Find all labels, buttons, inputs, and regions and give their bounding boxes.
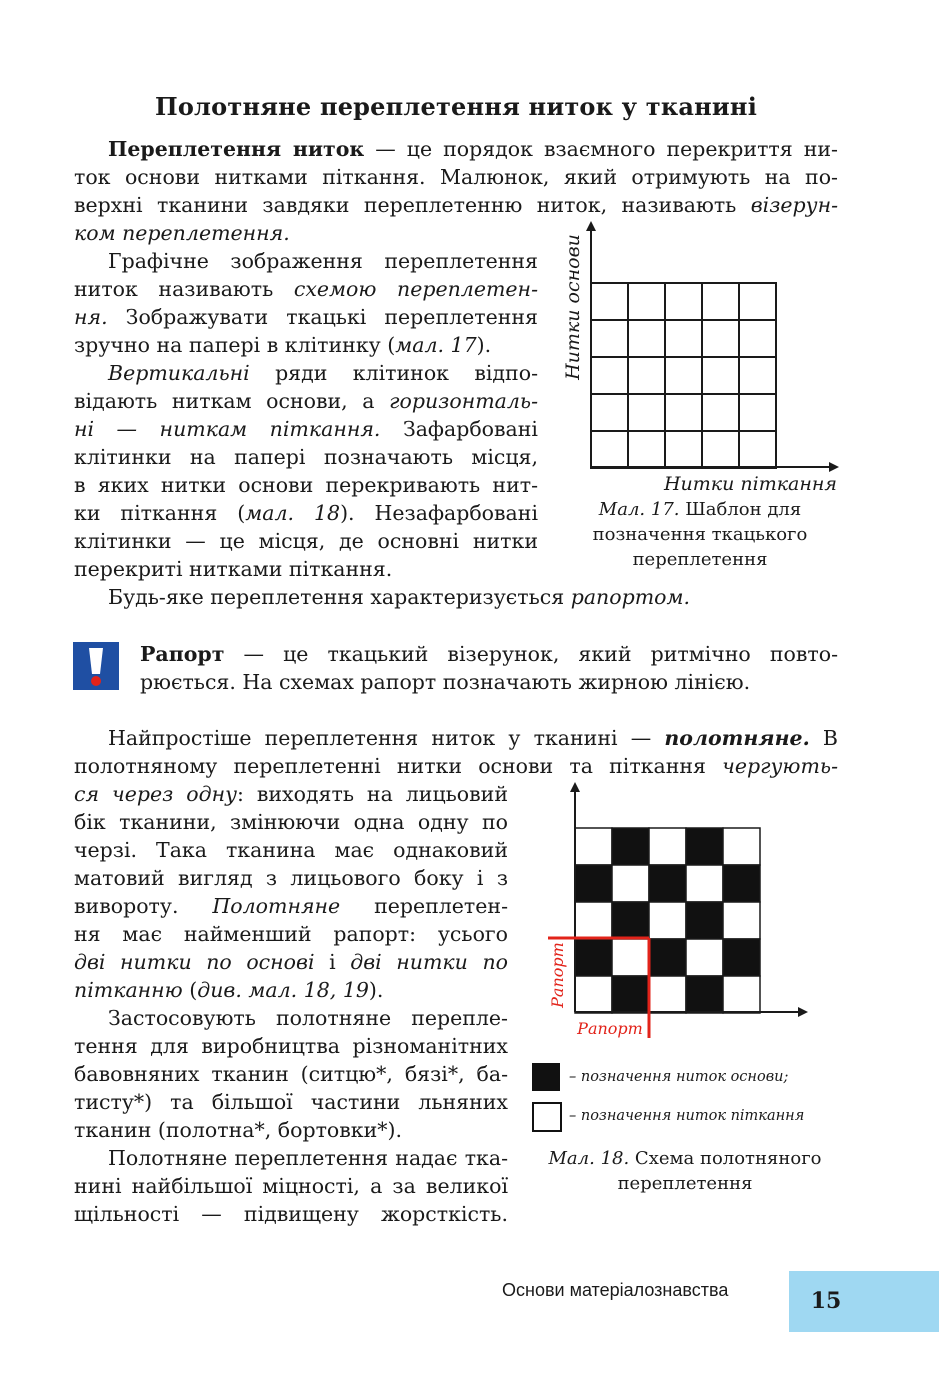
note-line2: рюється. На схемах рапорт позначають жирною лінією. [140, 670, 751, 694]
para4-line1: Найпростіше переплетення ниток у тканині — полотняне. В [108, 726, 838, 750]
para3-line2: відають ниткам основи, а горизонталь- [74, 389, 538, 413]
weft-cell [649, 828, 686, 865]
para3-line6: ки піткання (мал. 18). Незафарбовані [74, 501, 538, 525]
warp-cell [649, 939, 686, 976]
weft-cell [686, 939, 723, 976]
grid-cell [665, 320, 702, 357]
grid-cell [702, 394, 739, 431]
figure-17-grid [555, 215, 855, 500]
legend-white-swatch [532, 1102, 562, 1132]
grid-cell [628, 283, 665, 320]
warp-cell [723, 865, 760, 902]
weft-cell [649, 976, 686, 1013]
para3-line1: Вертикальні ряди клітинок відпо- [108, 361, 538, 385]
warp-cell [575, 939, 612, 976]
para1-line1: Переплетення ниток — це порядок взаємного перекриття ни- [108, 137, 838, 161]
fig17-caption-line1: Мал. 17. Шаблон для [598, 499, 802, 520]
warp-cell [612, 902, 649, 939]
grid-cell [591, 357, 628, 394]
para4-line4: бік тканини, змінюючи одна одну по [74, 810, 508, 834]
rapport-horizontal-label: Рапорт [577, 1019, 643, 1038]
fig17-caption-line2: позначення ткацького [592, 524, 808, 545]
grid-cell [702, 283, 739, 320]
fig17-caption-line3: переплетення [632, 549, 768, 570]
grid-cell [591, 320, 628, 357]
para3-line5: в яких нитки основи перекривають нит- [74, 473, 538, 497]
figure-18-plain-weave [540, 780, 830, 1045]
para4-line9: дві нитки по основі і дві нитки по [74, 950, 509, 974]
para3-line4: клітинки на папері позначають місця, [74, 445, 538, 469]
page-title: Полотняне переплетення ниток у тканині [154, 92, 758, 121]
warp-cell [649, 865, 686, 902]
para3-line7: клітинки — це місця, де основні нитки [74, 529, 538, 553]
grid-cell [702, 320, 739, 357]
page-number-box [789, 1271, 939, 1332]
weft-cell [649, 902, 686, 939]
term-rapport: Рапорт [140, 642, 225, 666]
warp-cell [612, 976, 649, 1013]
para5-line5: тканин (полотна*, бортовки*). [74, 1118, 403, 1142]
warp-cell [686, 828, 723, 865]
para4-line3: ся через одну: виходять на лицьовий [74, 782, 508, 806]
weft-cell [575, 902, 612, 939]
page-number: 15 [810, 1288, 842, 1314]
warp-cell [612, 828, 649, 865]
para2-line3: ня. Зображувати ткацькі переплетення [74, 305, 538, 329]
para6-line2: нині найбільшої міцності, а за великої [74, 1174, 508, 1198]
grid-cell [739, 320, 776, 357]
para2-line2: ниток називають схемою переплетен- [74, 277, 538, 301]
para3-line8: перекриті нитками піткання. [74, 557, 393, 581]
grid-cell [591, 394, 628, 431]
fig17-y-label: Нитки основи [562, 234, 584, 380]
para4-line8: ня має найменший рапорт: усього [74, 922, 508, 946]
weft-cell [612, 939, 649, 976]
para3-line9: Будь-яке переплетення характеризується рапортом. [108, 585, 691, 609]
grid-cell [739, 283, 776, 320]
grid-cell [702, 357, 739, 394]
para2-line1: Графічне зображення переплетення [108, 249, 538, 273]
weft-cell [686, 865, 723, 902]
para4-line5: черзі. Така тканина має однаковий [74, 838, 508, 862]
rapport-vertical-label: Рапорт [548, 942, 567, 1008]
legend-black-swatch [532, 1063, 560, 1091]
weft-cell [575, 976, 612, 1013]
legend-white-text: – позначення ниток піткання [569, 1108, 805, 1124]
grid-cell [739, 431, 776, 468]
grid-cell [628, 320, 665, 357]
para5-line3: бавовняних тканин (ситцю*, бязі*, ба- [74, 1062, 508, 1086]
weft-cell [723, 902, 760, 939]
warp-cell [575, 865, 612, 902]
para3-line3: ні — ниткам піткання. Зафарбовані [74, 417, 538, 441]
para4-line2: полотняному переплетенні нитки основи та піткання чергують- [74, 754, 838, 778]
grid-cell [665, 283, 702, 320]
grid-cell [739, 394, 776, 431]
para4-line6: матовий вигляд з лицьового боку і з [74, 866, 508, 890]
para1-line2: ток основи нитками піткання. Малюнок, який отримують на по- [74, 165, 838, 189]
para5-line1: Застосовують полотняне перепле- [108, 1006, 508, 1030]
note-line1: Рапорт — це ткацький візерунок, який ритмічно повто- [140, 642, 838, 666]
para2-line4: зручно на папері в клітинку (мал. 17). [74, 333, 492, 357]
para1-line3: верхні тканини завдяки переплетенню ниток, називають візерун- [74, 193, 838, 217]
grid-cell [628, 431, 665, 468]
grid-cell [739, 357, 776, 394]
para4-line7: вивороту. Полотняне переплетен- [74, 894, 508, 918]
term-weave: Переплетення ниток [108, 137, 365, 161]
warp-cell [686, 976, 723, 1013]
para4-line10: пітканню (див. мал. 18, 19). [74, 978, 384, 1002]
fig17-x-label: Нитки піткання [663, 473, 837, 495]
warp-cell [723, 939, 760, 976]
weft-cell [575, 828, 612, 865]
footer-section-title: Основи матеріалознавства [502, 1280, 729, 1300]
fig18-caption-line1: Мал. 18. Схема полотняного [548, 1148, 822, 1169]
legend-black-text: – позначення ниток основи; [569, 1069, 789, 1085]
grid-cell [628, 394, 665, 431]
para1-line4: ком переплетення. [74, 221, 290, 245]
para5-line4: тисту*) та більшої частини льняних [74, 1090, 508, 1114]
grid-cell [665, 357, 702, 394]
para6-line3: щільності — підвищену жорсткість. [74, 1202, 508, 1226]
exclamation-icon [73, 642, 119, 690]
weft-cell [723, 828, 760, 865]
warp-cell [686, 902, 723, 939]
para6-line1: Полотняне переплетення надає тка- [108, 1146, 508, 1170]
grid-cell [591, 283, 628, 320]
grid-cell [591, 431, 628, 468]
grid-cell [628, 357, 665, 394]
fig18-caption-line2: переплетення [617, 1173, 753, 1194]
grid-cell [665, 394, 702, 431]
weft-cell [723, 976, 760, 1013]
grid-cell [665, 431, 702, 468]
weft-cell [612, 865, 649, 902]
para5-line2: тення для виробництва різноманітних [74, 1034, 508, 1058]
grid-cell [702, 431, 739, 468]
